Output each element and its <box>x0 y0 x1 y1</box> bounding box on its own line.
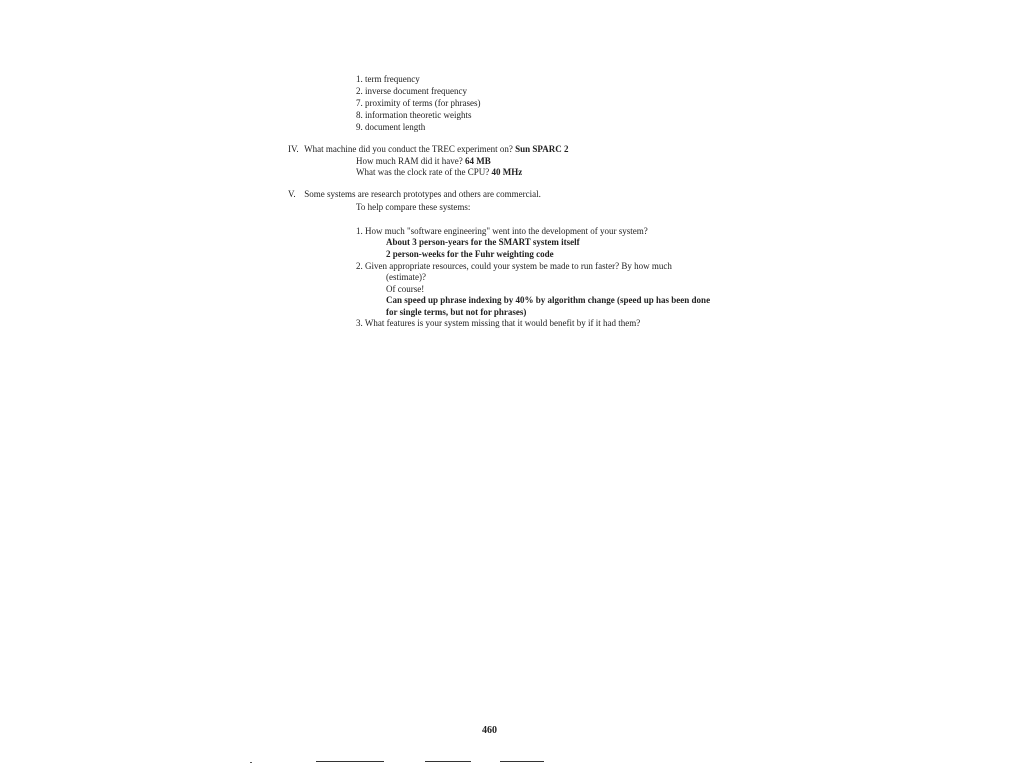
section-iv-clock-line <box>356 167 522 179</box>
scan-mark <box>250 762 252 763</box>
factor-2: 2. inverse document frequency <box>356 86 467 96</box>
section-iv-answer: Sun SPARC 2 <box>515 144 569 154</box>
ram-answer: 64 MB <box>464 156 491 166</box>
section-v-intro-line <box>288 189 541 201</box>
question-2-answer-1: Of course! <box>386 284 425 294</box>
footer-rule-left <box>316 761 384 762</box>
section-iv-question-line <box>288 144 568 156</box>
question-2-answer-3: for single terms, but not for phrases) <box>386 307 527 317</box>
clock-answer: 40 MHz <box>491 167 523 177</box>
section-v-subintro: To help compare these systems: <box>356 202 471 212</box>
question-2-line-2: (estimate)? <box>386 272 426 282</box>
factor-9: 9. document length <box>356 122 426 132</box>
question-1-answer-1: About 3 person-years for the SMART system itself <box>386 237 580 247</box>
section-iv-numeral: IV. <box>288 144 299 154</box>
clock-question: What was the clock rate of the CPU? <box>356 167 490 177</box>
ram-question: How much RAM did it have? <box>356 156 463 166</box>
section-v-intro: Some systems are research prototypes and others are commercial. <box>304 189 541 199</box>
page-number: 460 <box>482 725 497 736</box>
question-1-answer-2: 2 person-weeks for the Fuhr weighting code <box>386 249 554 259</box>
factor-8: 8. information theoretic weights <box>356 110 472 120</box>
section-iv-question: What machine did you conduct the TREC experiment on? <box>304 144 513 154</box>
question-1: 1. How much "software engineering" went into the development of your system? <box>356 226 648 236</box>
question-3: 3. What features is your system missing that it would benefit by if it had them? <box>356 318 641 328</box>
factor-7: 7. proximity of terms (for phrases) <box>356 98 481 108</box>
question-2-line-1: 2. Given appropriate resources, could your system be made to run faster? By how much <box>356 261 672 271</box>
factor-1: 1. term frequency <box>356 74 420 84</box>
footer-rule-right <box>500 761 544 762</box>
question-2-answer-2: Can speed up phrase indexing by 40% by algorithm change (speed up has been done <box>386 295 711 305</box>
section-v-numeral: V. <box>288 189 296 199</box>
footer-rule-middle <box>425 761 471 762</box>
